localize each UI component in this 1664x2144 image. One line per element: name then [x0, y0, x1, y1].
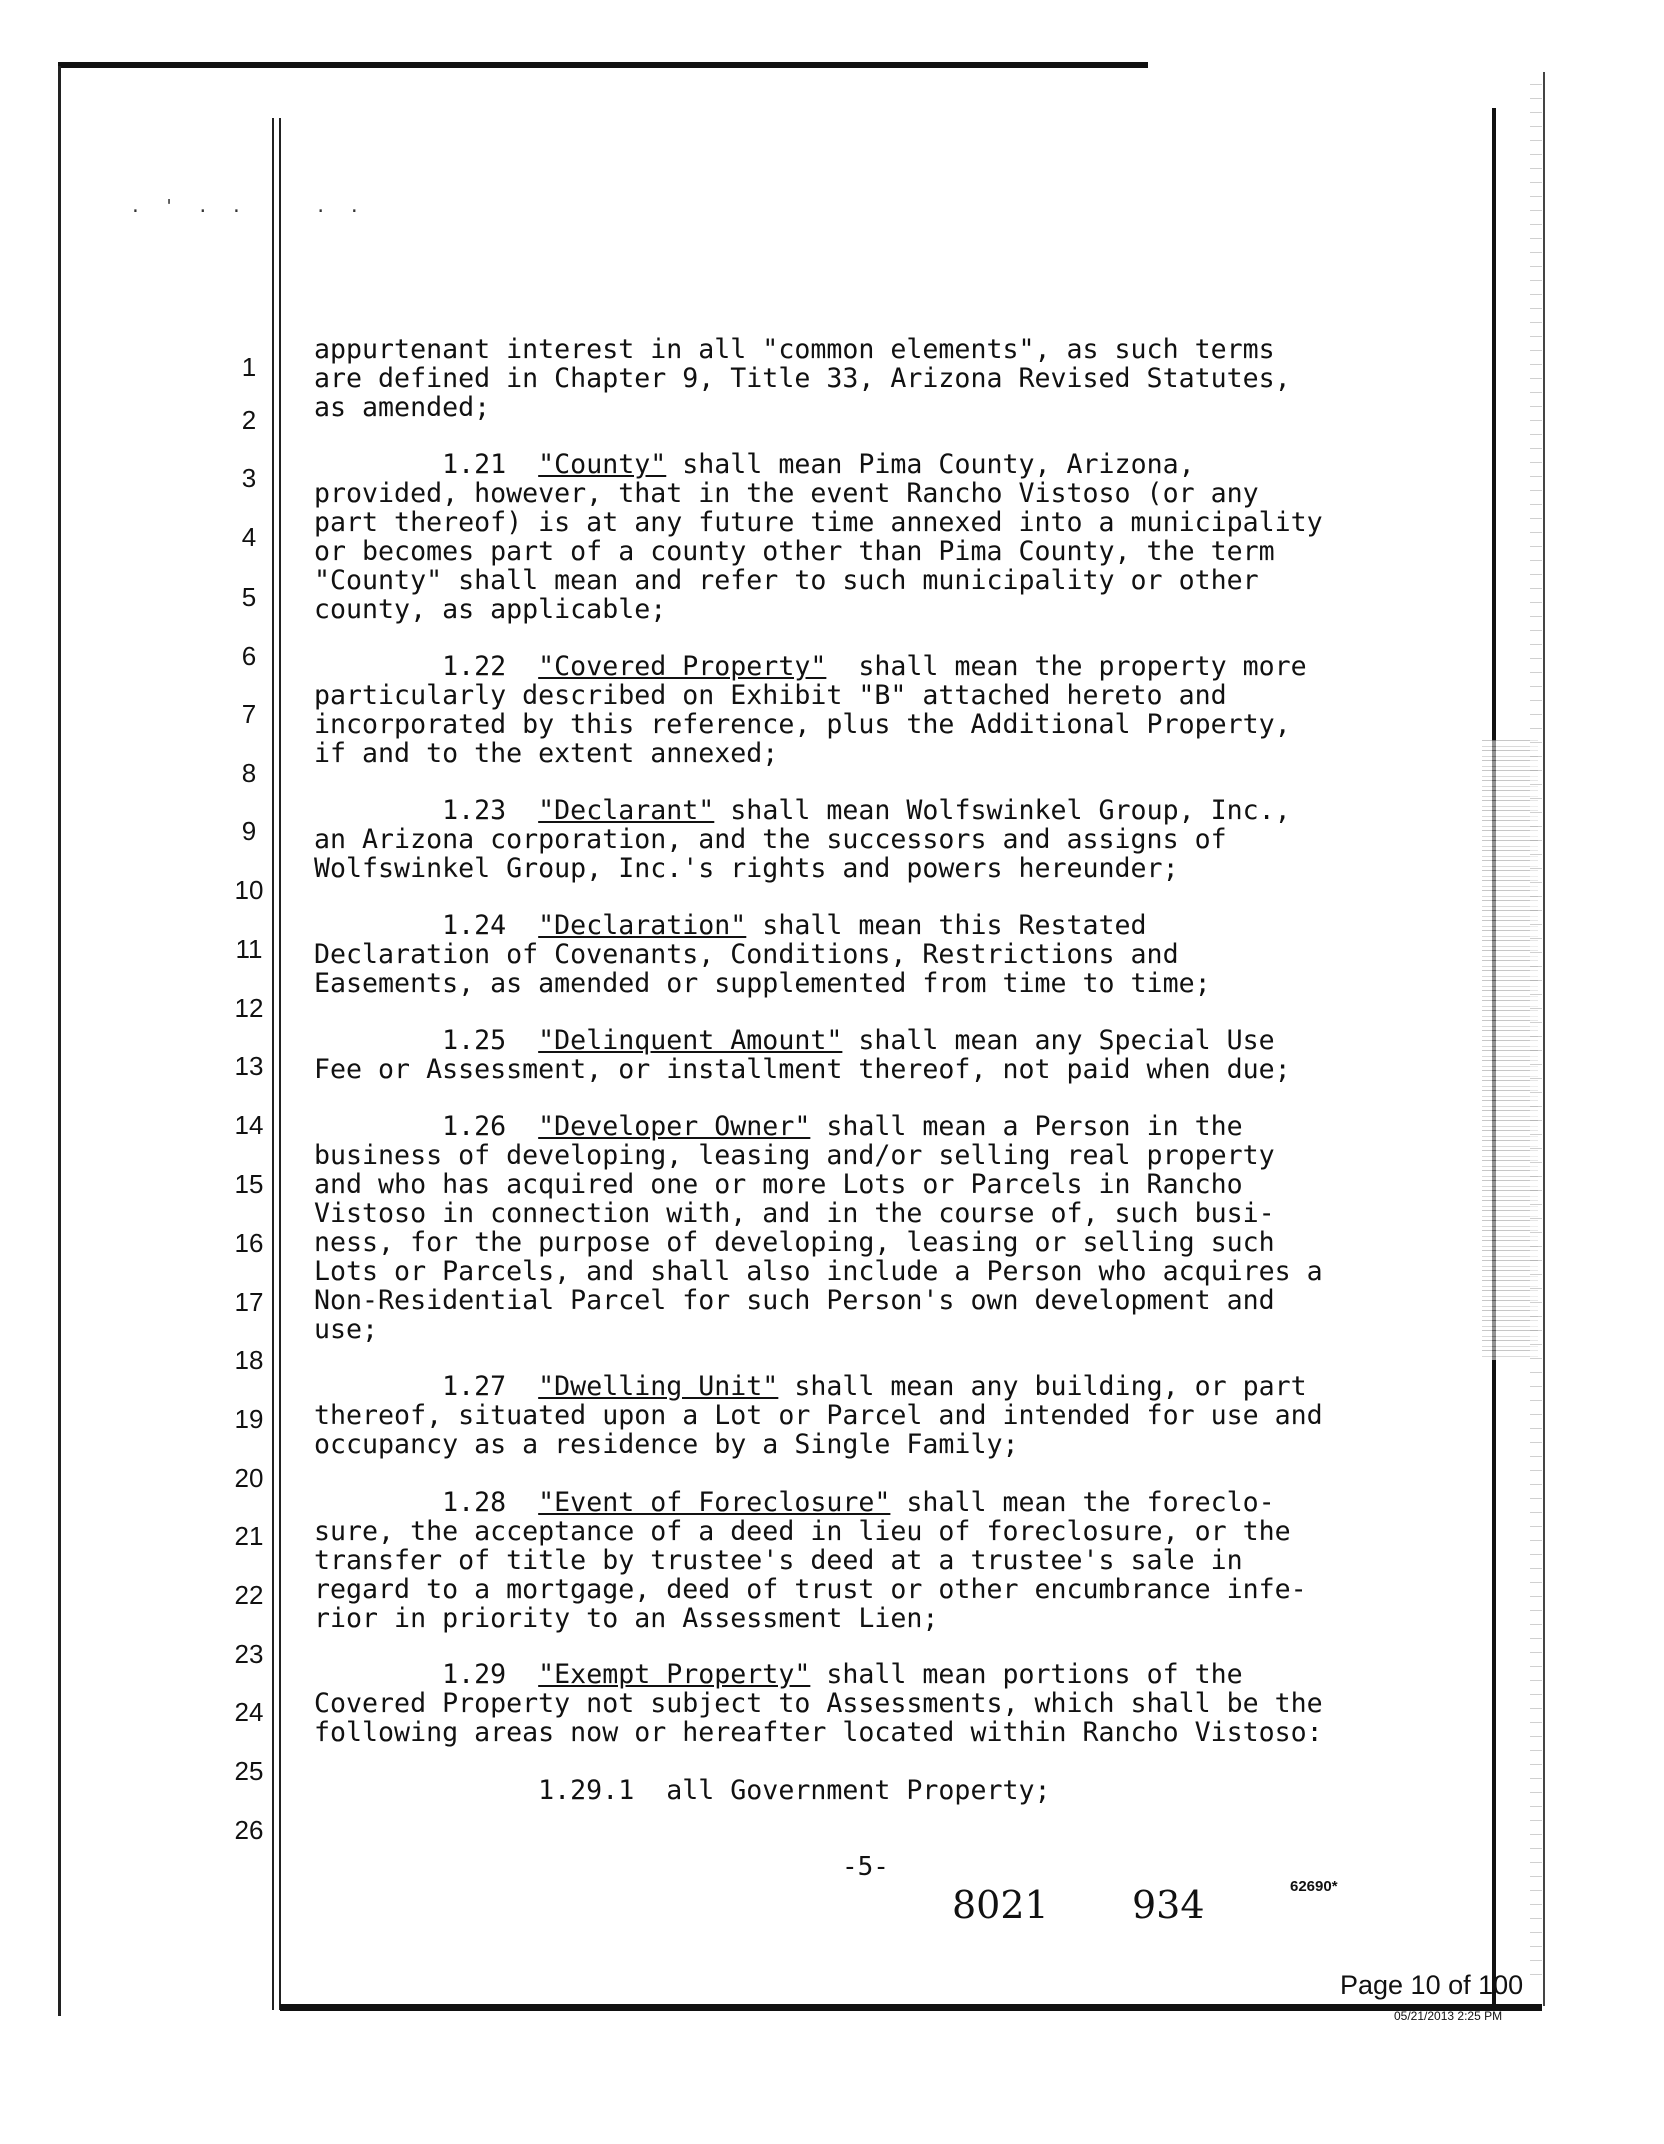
line-number: 25	[234, 1756, 264, 1786]
text-line: Lots or Parcels, and shall also include a Person who acquires a	[314, 1256, 1323, 1287]
text-line: sure, the acceptance of a deed in lieu of foreclosure, or the	[314, 1516, 1291, 1547]
scan-noise-edge	[1530, 80, 1542, 1980]
text-line: an Arizona corporation, and the successors and assigns of	[314, 824, 1227, 855]
text-line: are defined in Chapter 9, Title 33, Arizona Revised Statutes,	[314, 363, 1291, 394]
scan-specks: . ' . . . .	[130, 196, 366, 217]
line-number: 13	[234, 1051, 264, 1081]
line-number: 1	[241, 352, 257, 382]
definition-text: shall mean Wolfswinkel Group, Inc.,	[714, 795, 1291, 826]
line-number: 3	[241, 463, 257, 493]
margin-rule-left	[272, 118, 274, 2010]
definition-text: shall mean a Person in the	[810, 1111, 1243, 1142]
text-line: particularly described on Exhibit "B" attached hereto and	[314, 680, 1227, 711]
line-number: 19	[234, 1404, 264, 1434]
definition-text: shall mean Pima County, Arizona,	[666, 449, 1195, 480]
text-line: regard to a mortgage, deed of trust or other encumbrance infe-	[314, 1574, 1307, 1605]
text-line: Vistoso in connection with, and in the course of, such busi-	[314, 1198, 1275, 1229]
definition-text: shall mean the foreclo-	[890, 1487, 1275, 1518]
top-border-rule	[58, 62, 1148, 68]
line-number: 12	[234, 993, 264, 1023]
line-number: 7	[241, 699, 257, 729]
text-line: provided, however, that in the event Rancho Vistoso (or any	[314, 478, 1259, 509]
book-number: 8021	[952, 1883, 1049, 1927]
text-line: ness, for the purpose of developing, leasing or selling such	[314, 1227, 1275, 1258]
text-line: rior in priority to an Assessment Lien;	[314, 1603, 939, 1634]
text-line: transfer of title by trustee's deed at a trustee's sale in	[314, 1545, 1243, 1576]
text-line: part thereof) is at any future time annexed into a municipality	[314, 507, 1323, 538]
line-number: 5	[241, 582, 257, 612]
line-number: 8	[241, 758, 257, 788]
defined-term: "Developer Owner"	[538, 1111, 811, 1142]
text-line: use;	[314, 1314, 379, 1345]
text-line: appurtenant interest in all "common elements", as such terms	[314, 334, 1275, 365]
defined-term: "Event of Foreclosure"	[538, 1487, 891, 1518]
right-border-rule-outer	[1543, 72, 1545, 2006]
line-number: 16	[234, 1228, 264, 1258]
text-line: as amended;	[314, 392, 491, 423]
document-code: 62690*	[1290, 1878, 1338, 1895]
line-number: 4	[241, 522, 257, 552]
line-number: 11	[235, 934, 263, 964]
text-line: and who has acquired one or more Lots or Parcels in Rancho	[314, 1169, 1243, 1200]
section-number: 1.26	[314, 1111, 539, 1142]
line-number: 15	[234, 1169, 264, 1199]
text-line	[314, 910, 1147, 941]
defined-term: "Exempt Property"	[538, 1659, 811, 1690]
section-number: 1.25	[314, 1025, 539, 1056]
line-number: 24	[234, 1697, 264, 1727]
definition-text: shall mean the property more	[826, 651, 1307, 682]
defined-term: "Dwelling Unit"	[538, 1371, 779, 1402]
text-line: or becomes part of a county other than Pima County, the term	[314, 536, 1275, 567]
section-number: 1.23	[314, 795, 539, 826]
defined-term: "County"	[538, 449, 667, 480]
text-line	[314, 1371, 1307, 1402]
line-number: 26	[234, 1815, 264, 1845]
line-number: 17	[234, 1287, 264, 1317]
margin-rule-right	[279, 118, 281, 2010]
defined-term: "Declarant"	[538, 795, 715, 826]
definition-text: shall mean any Special Use	[842, 1025, 1275, 1056]
line-number: 2	[241, 405, 257, 435]
section-number: 1.24	[314, 910, 539, 941]
text-line: Declaration of Covenants, Conditions, Restrictions and	[314, 939, 1179, 970]
text-line: county, as applicable;	[314, 594, 667, 625]
text-line: Easements, as amended or supplemented from time to time;	[314, 968, 1211, 999]
text-line: occupancy as a residence by a Single Family;	[314, 1429, 1019, 1460]
text-line: "County" shall mean and refer to such municipality or other	[314, 565, 1259, 596]
timestamp: 05/21/2013 2:25 PM	[1394, 2009, 1503, 2023]
line-number: 22	[234, 1580, 264, 1610]
section-number: 1.22	[314, 651, 539, 682]
definition-text: shall mean portions of the	[810, 1659, 1243, 1690]
text-line: 1.29.1 all Government Property;	[314, 1775, 1051, 1806]
section-number: 1.27	[314, 1371, 539, 1402]
page-number: -5-	[842, 1852, 889, 1882]
defined-term: "Covered Property"	[538, 651, 827, 682]
page-footer: Page 10 of 100	[1340, 1970, 1524, 2000]
text-line: Wolfswinkel Group, Inc.'s rights and powers hereunder;	[314, 853, 1179, 884]
line-number: 10	[234, 875, 264, 905]
text-line: Fee or Assessment, or installment thereof, not paid when due;	[314, 1054, 1291, 1085]
definition-text: shall mean any building, or part	[778, 1371, 1307, 1402]
page-reference: 934	[1132, 1883, 1205, 1927]
text-line	[314, 1659, 1243, 1690]
defined-term: "Delinquent Amount"	[538, 1025, 843, 1056]
section-number: 1.29	[314, 1659, 539, 1690]
text-line	[314, 1487, 1275, 1518]
text-line: business of developing, leasing and/or selling real property	[314, 1140, 1275, 1171]
left-page-edge	[58, 66, 61, 2016]
bottom-border-rule	[280, 2004, 1542, 2011]
line-number: 14	[234, 1110, 264, 1140]
line-number: 23	[234, 1639, 264, 1669]
text-line	[314, 1111, 1243, 1142]
text-line: Non-Residential Parcel for such Person's own development and	[314, 1285, 1275, 1316]
text-line	[314, 1025, 1275, 1056]
defined-term: "Declaration"	[538, 910, 747, 941]
text-line: Covered Property not subject to Assessments, which shall be the	[314, 1688, 1323, 1719]
text-line	[314, 449, 1195, 480]
line-number: 9	[241, 816, 257, 846]
text-line: if and to the extent annexed;	[314, 738, 779, 769]
line-number: 18	[234, 1345, 264, 1375]
line-number: 20	[234, 1463, 264, 1493]
definition-text: shall mean this Restated	[746, 910, 1147, 941]
text-line	[314, 651, 1307, 682]
text-line: incorporated by this reference, plus the Additional Property,	[314, 709, 1291, 740]
text-line: following areas now or hereafter located within Rancho Vistoso:	[314, 1717, 1323, 1748]
section-number: 1.21	[314, 449, 539, 480]
line-number: 21	[234, 1521, 264, 1551]
section-number: 1.28	[314, 1487, 539, 1518]
line-number: 6	[241, 641, 257, 671]
text-line	[314, 795, 1291, 826]
text-line: thereof, situated upon a Lot or Parcel and intended for use and	[314, 1400, 1323, 1431]
